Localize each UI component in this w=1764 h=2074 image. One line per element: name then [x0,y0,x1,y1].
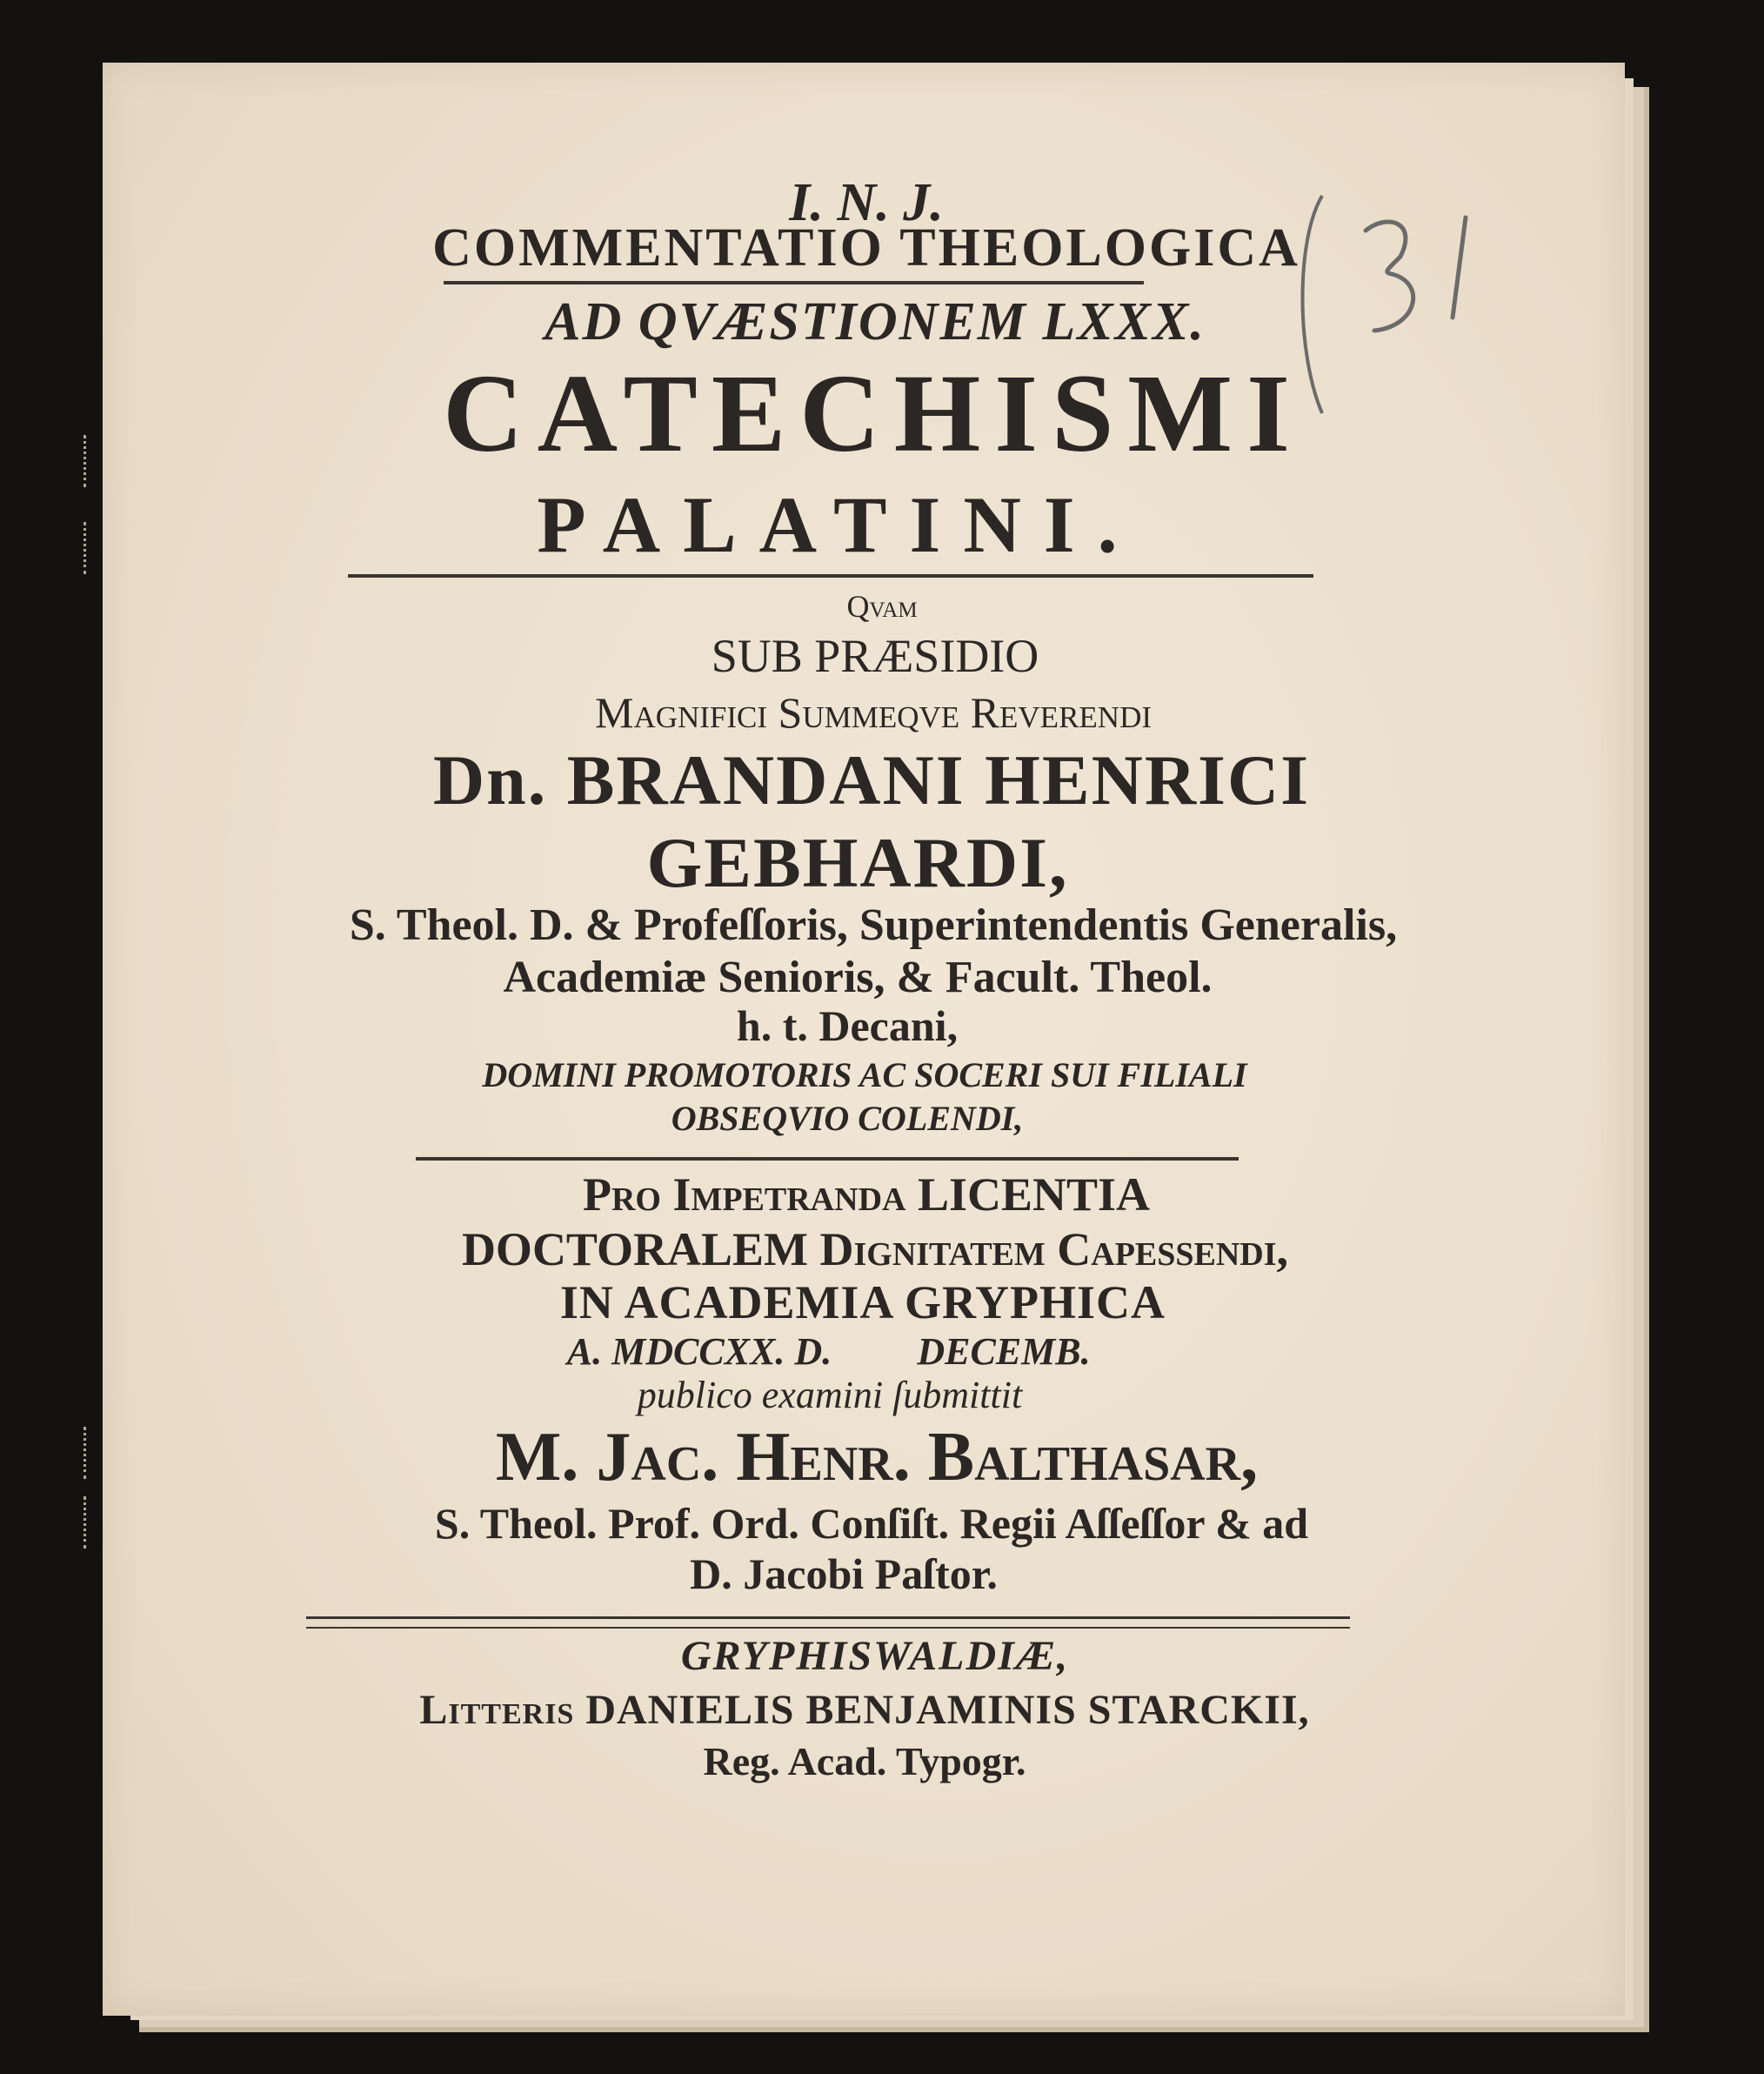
purpose-line1: Pro Impetranda LICENTIA [582,1168,1151,1221]
purpose-line3: IN ACADEMIA GRYPHICA [559,1276,1166,1328]
question-heading: AD QVÆSTIONEM LXXX. [545,292,1206,351]
praeses-name: Dn. BRANDANI HENRICI [432,740,1311,820]
divider-rule [444,281,1144,284]
imprint-role: Reg. Acad. Typogr. [703,1739,1026,1783]
divider-rule [416,1157,1239,1161]
praeses-titles-3: h. t. Decani, [736,1001,959,1050]
date-right: DECEMB. [917,1330,1091,1373]
date-left: A. MDCCXX. D. [566,1330,832,1373]
author-titles-2: D. Jacobi Paſtor. [690,1549,998,1598]
dedication-line1: DOMINI PROMOTORIS AC SOCERI SUI FILIALI [482,1055,1247,1094]
invocation: I. N. J. [789,173,944,232]
main-title-line2: PALATINI. [537,480,1140,569]
double-divider-rule [306,1616,1350,1629]
author-name: M. Jac. Henr. Balthasar, [495,1419,1259,1495]
series-title: COMMENTATIO THEOLOGICA [432,218,1300,278]
quam-line: Qvam [846,589,918,624]
dedication-line2: OBSEQVIO COLENDI, [671,1099,1024,1138]
author-titles-1: S. Theol. Prof. Ord. Conſiſt. Regii Aſſeſſor & ad [434,1499,1309,1548]
imprint-place: GRYPHISWALDIÆ, [680,1633,1070,1679]
purpose-line2: DOCTORALEM Dignitatem Capessendi, [461,1223,1289,1275]
divider-rule [348,574,1313,578]
main-title-line1: CATECHISMI [443,351,1304,475]
honorific-line: Magnifici Summeqve Reverendi [594,688,1152,737]
praeses-surname: GEBHARDI, [646,823,1069,902]
imprint-printer: Litteris DANIELIS BENJAMINIS STARCKII, [419,1687,1310,1733]
sub-praesidio: SUB PRÆSIDIO [711,630,1039,682]
praeses-titles-1: S. Theol. D. & Profeſſoris, Superintendentis Generalis, [349,900,1398,950]
praeses-titles-2: Academiæ Senioris, & Facult. Theol. [503,953,1213,1002]
submission-line: publico examini ſubmittit [637,1374,1023,1416]
